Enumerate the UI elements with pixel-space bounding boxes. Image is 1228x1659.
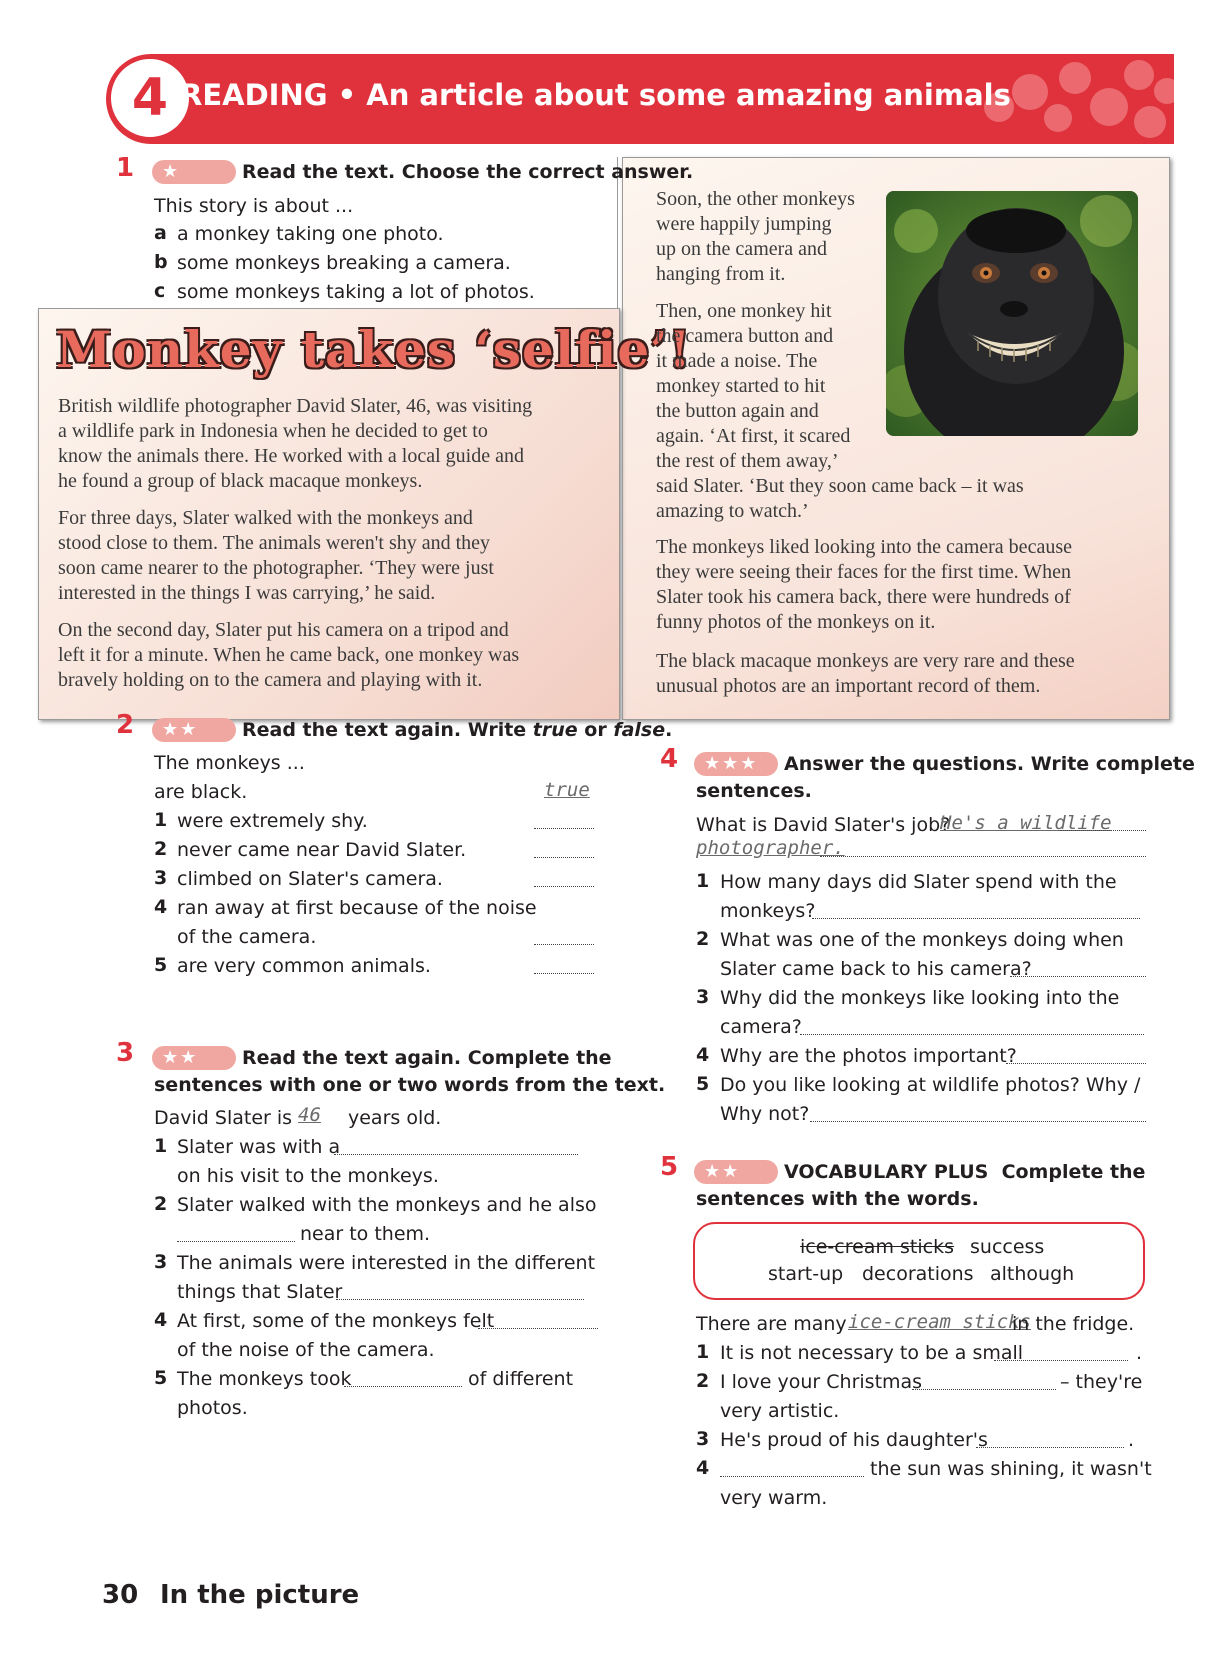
item-text: . — [1136, 1342, 1143, 1364]
item-text: ran away at first because of the noise — [177, 897, 537, 919]
item-number: 1 — [154, 809, 168, 831]
item-text: the sun was shining, it wasn't — [870, 1458, 1152, 1480]
item-number: 2 — [154, 1193, 168, 1215]
page-number: 30 — [102, 1580, 139, 1610]
exercise-number: 1 — [116, 153, 135, 183]
item-text: At first, some of the monkeys felt — [177, 1310, 495, 1332]
item-number: 5 — [154, 954, 168, 976]
article-title: Monkey takes ‘selfie’! — [56, 320, 692, 379]
answer-blank[interactable] — [534, 886, 594, 887]
item-text: Why are the photos important? — [720, 1045, 1017, 1067]
example-answer: photographer. — [696, 837, 845, 859]
item-text: of the noise of the camera. — [177, 1339, 435, 1361]
answer-blank — [820, 856, 1146, 857]
item-text: never came near David Slater. — [177, 839, 467, 861]
answer-blank[interactable] — [976, 1447, 1124, 1448]
item-text: . — [1128, 1429, 1135, 1451]
instruction: Read the text again. Complete the — [242, 1047, 612, 1069]
example-answer: ice-cream sticks — [848, 1311, 1032, 1333]
item-text: The monkeys took — [177, 1368, 352, 1390]
item-number: 3 — [154, 1251, 168, 1273]
item-text: were extremely shy. — [177, 810, 368, 832]
example-text: are black. — [154, 781, 248, 803]
instruction: sentences with one or two words from the text. — [154, 1074, 666, 1096]
item-number: 1 — [154, 1135, 168, 1157]
answer-blank[interactable] — [994, 1360, 1128, 1361]
answer-blank[interactable] — [912, 1389, 1056, 1390]
option-letter[interactable]: b — [154, 251, 168, 273]
answer-blank — [1060, 830, 1146, 831]
article-paragraph: For three days, Slater walked with the monkeys and stood close to them. The animals weren't shy and they soon came nearer to the photographer. ‘They were just interested in the things I was carrying,’ he said. — [58, 507, 494, 604]
item-number: 3 — [696, 986, 710, 1008]
instruction: VOCABULARY PLUS Complete the — [784, 1161, 1146, 1183]
example-answer: He's a wildlife — [940, 812, 1112, 834]
item-number: 3 — [696, 1428, 710, 1450]
example-answer: 46 — [298, 1104, 321, 1126]
item-text: How many days did Slater spend with the — [720, 871, 1117, 893]
exercise-number: 5 — [660, 1152, 679, 1182]
item-text: Why did the monkeys like looking into the — [720, 987, 1120, 1009]
answer-blank[interactable] — [1006, 1063, 1146, 1064]
stem: This story is about ... — [154, 195, 354, 217]
item-number: 2 — [696, 1370, 710, 1392]
item-text: Do you like looking at wildlife photos? Why / — [720, 1074, 1141, 1096]
item-number: 4 — [696, 1457, 710, 1479]
article-paragraph: On the second day, Slater put his camera on a tripod and left it for a minute. When he came back, one monkey was bravely holding on to the camera and playing with it. — [58, 619, 520, 691]
article-paragraph: The monkeys liked looking into the camera because they were seeing their faces for the first time. When Slater took his camera back, there were hundreds of funny photos of the monkeys on it. — [656, 536, 1072, 633]
item-number: 1 — [696, 1341, 710, 1363]
page-title: READING • An article about some amazing animals — [180, 78, 1011, 112]
answer-blank[interactable] — [177, 1241, 295, 1242]
item-text: very warm. — [720, 1487, 828, 1509]
item-text: of different — [468, 1368, 574, 1390]
difficulty-stars: ★★★ — [694, 752, 778, 776]
answer-blank[interactable] — [336, 1299, 584, 1300]
example-answer: true — [544, 779, 590, 801]
example-text: There are many — [696, 1313, 847, 1335]
item-number: 5 — [154, 1367, 168, 1389]
item-text: – they're — [1060, 1371, 1143, 1393]
item-text: Slater walked with the monkeys and he also — [177, 1194, 597, 1216]
answer-blank[interactable] — [344, 1386, 462, 1387]
answer-blank[interactable] — [534, 944, 594, 945]
exercise-number: 4 — [660, 744, 679, 774]
answer-blank[interactable] — [1010, 976, 1146, 977]
item-text: I love your Christmas — [720, 1371, 923, 1393]
monkey-photo — [886, 191, 1138, 436]
answer-blank[interactable] — [720, 1476, 864, 1477]
option-text[interactable]: some monkeys taking a lot of photos. — [177, 281, 535, 303]
divider — [38, 308, 618, 309]
item-text: monkeys? — [720, 900, 816, 922]
item-text: climbed on Slater's camera. — [177, 868, 443, 890]
difficulty-stars: ★★ — [152, 718, 236, 742]
difficulty-stars: ★★ — [694, 1160, 778, 1184]
item-text: near to them. — [300, 1223, 431, 1245]
item-number: 4 — [154, 896, 168, 918]
instruction: sentences with the words. — [696, 1188, 979, 1210]
item-number: 3 — [154, 867, 168, 889]
instruction: Answer the questions. Write complete — [784, 753, 1195, 775]
answer-blank[interactable] — [800, 1034, 1144, 1035]
unit-number: 4 — [108, 56, 192, 140]
item-text: on his visit to the monkeys. — [177, 1165, 439, 1187]
item-text: photos. — [177, 1397, 248, 1419]
article-paragraph: British wildlife photographer David Slater, 46, was visiting a wildlife park in Indonesia when he decided to get to know the animals there. He worked with a local guide and he found a group of black macaque monkeys. — [58, 395, 533, 492]
word: decorations — [862, 1263, 974, 1285]
item-text: very artistic. — [720, 1400, 840, 1422]
stem: The monkeys ... — [154, 752, 305, 774]
item-text: of the camera. — [177, 926, 317, 948]
item-text: Slater was with a — [177, 1136, 341, 1158]
footer-title: In the picture — [160, 1580, 360, 1610]
option-letter[interactable]: a — [154, 222, 167, 244]
item-text: are very common animals. — [177, 955, 431, 977]
article-paragraph: The black macaque monkeys are very rare and these unusual photos are an important record of them. — [656, 650, 1075, 697]
option-text[interactable]: a monkey taking one photo. — [177, 223, 444, 245]
example-text: David Slater is — [154, 1107, 293, 1129]
difficulty-stars: ★ — [152, 160, 236, 184]
article-paragraph: Then, one monkey hit the camera button and it made a noise. The monkey started to hit the button again and again. ‘At first, it scared the rest of them away,’ said Slater. ‘But they soon came back – it was amazing to watch.’ — [656, 300, 1024, 522]
word: start-up — [768, 1263, 844, 1285]
answer-blank[interactable] — [810, 1121, 1146, 1122]
answer-blank[interactable] — [812, 918, 1140, 919]
option-letter[interactable]: c — [154, 280, 166, 302]
option-text[interactable]: some monkeys breaking a camera. — [177, 252, 511, 274]
item-text: What was one of the monkeys doing when — [720, 929, 1124, 951]
answer-blank[interactable] — [534, 857, 594, 858]
article-paragraph: Soon, the other monkeys were happily jumping up on the camera and hanging from it. — [656, 188, 855, 285]
exercise-number: 2 — [116, 710, 135, 740]
exercise-number: 3 — [116, 1038, 135, 1068]
example-text: years old. — [348, 1107, 442, 1129]
answer-blank[interactable] — [534, 973, 594, 974]
item-text: It is not necessary to be a small — [720, 1342, 1024, 1364]
answer-blank[interactable] — [534, 828, 594, 829]
word-crossed: ice-cream sticks — [800, 1236, 954, 1258]
item-text: Slater came back to his camera? — [720, 958, 1032, 980]
instruction: sentences. — [696, 780, 812, 802]
difficulty-stars: ★★ — [152, 1046, 236, 1070]
example-text: in the fridge. — [1012, 1313, 1135, 1335]
item-number: 1 — [696, 870, 710, 892]
item-number: 2 — [696, 928, 710, 950]
item-number: 2 — [154, 838, 168, 860]
item-text: The animals were interested in the different — [177, 1252, 596, 1274]
word: success — [970, 1236, 1045, 1258]
answer-blank[interactable] — [478, 1328, 598, 1329]
item-text: He's proud of his daughter's — [720, 1429, 988, 1451]
item-number: 4 — [696, 1044, 710, 1066]
example-question: What is David Slater's job? — [696, 814, 951, 836]
instruction: Read the text. Choose the correct answer. — [242, 161, 694, 183]
answer-blank[interactable] — [334, 1154, 578, 1155]
item-text: Why not? — [720, 1103, 810, 1125]
word-box — [693, 1222, 1145, 1300]
word: although — [990, 1263, 1075, 1285]
item-text: camera? — [720, 1016, 802, 1038]
item-text: things that Slater — [177, 1281, 343, 1303]
instruction: Read the text again. Write true or false. — [242, 719, 673, 741]
item-number: 5 — [696, 1073, 710, 1095]
item-number: 4 — [154, 1309, 168, 1331]
